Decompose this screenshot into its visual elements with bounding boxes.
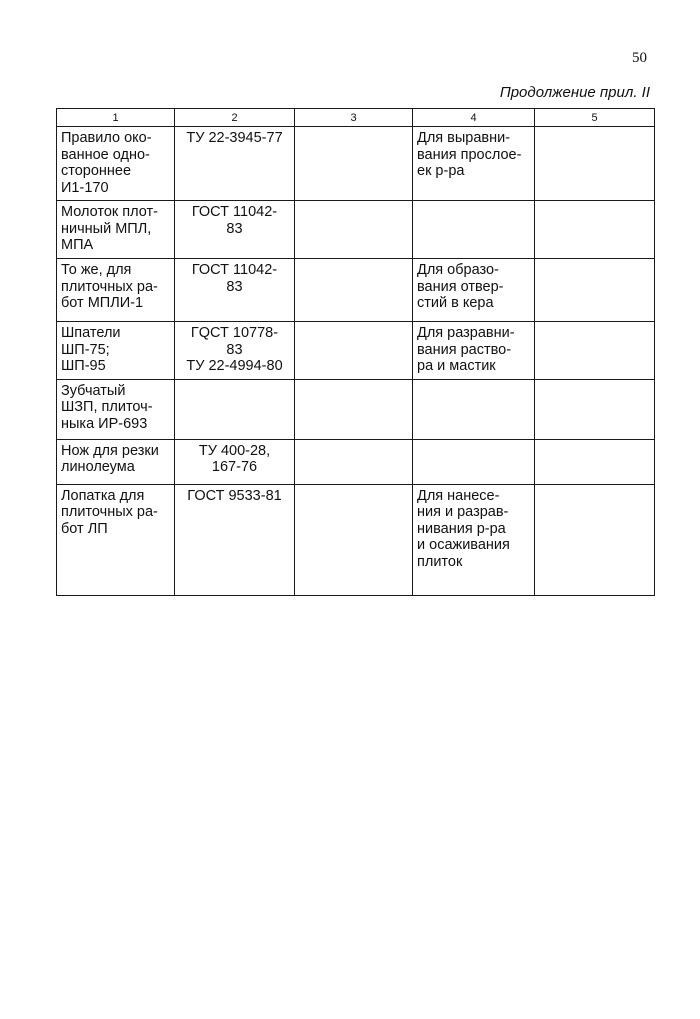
tool-name-cell: Нож для резки линолеума xyxy=(57,439,175,484)
standard-cell: ТУ 400-28, 167-76 xyxy=(175,439,295,484)
tool-name-cell: Лопатка для плиточных ра- бот ЛП xyxy=(57,484,175,595)
table-row xyxy=(57,127,655,201)
column-5-cell xyxy=(535,484,655,595)
table-row xyxy=(57,439,655,484)
standard-cell xyxy=(175,379,295,439)
header-cell-3: 3 xyxy=(295,109,413,127)
column-5-cell xyxy=(535,127,655,201)
column-3-cell xyxy=(295,127,413,201)
header-row xyxy=(57,109,655,127)
column-5-cell xyxy=(535,259,655,322)
header-cell-2: 2 xyxy=(175,109,295,127)
column-5-cell xyxy=(535,379,655,439)
column-5-cell xyxy=(535,201,655,259)
table-row xyxy=(57,484,655,595)
table-row xyxy=(57,201,655,259)
purpose-cell xyxy=(413,439,535,484)
table-row xyxy=(57,259,655,322)
continuation-caption: Продолжение прил. II xyxy=(499,84,650,101)
table-row xyxy=(57,379,655,439)
tool-name-cell: Шпатели ШП-75; ШП-95 xyxy=(57,322,175,380)
table-row xyxy=(57,322,655,380)
header-cell-1: 1 xyxy=(57,109,175,127)
purpose-cell: Для образо- вания отвер- стий в кера xyxy=(413,259,535,322)
column-3-cell xyxy=(295,322,413,380)
standard-cell: ГQСТ 10778- 83 ТУ 22-4994-80 xyxy=(175,322,295,380)
column-3-cell xyxy=(295,439,413,484)
column-3-cell xyxy=(295,259,413,322)
standard-cell: ГОСТ 11042- 83 xyxy=(175,201,295,259)
standard-cell: ТУ 22-3945-77 xyxy=(175,127,295,201)
column-5-cell xyxy=(535,322,655,380)
header-cell-5: 5 xyxy=(535,109,655,127)
header-cell-4: 4 xyxy=(413,109,535,127)
tool-name-cell: Молоток плот- ничный МПЛ, МПА xyxy=(57,201,175,259)
purpose-cell: Для разравни- вания раство- ра и мастик xyxy=(413,322,535,380)
page-number: 50 xyxy=(632,50,647,66)
tool-name-cell: Правило око- ванное одно- стороннее И1-170 xyxy=(57,127,175,201)
purpose-cell: Для нанесе- ния и разрав- нивания р-ра и осаживания плиток xyxy=(413,484,535,595)
standard-cell: ГОСТ 9533-81 xyxy=(175,484,295,595)
purpose-cell xyxy=(413,379,535,439)
specification-table xyxy=(56,108,655,596)
tool-name-cell: Зубчатый ШЗП, плиточ- ныка ИР-693 xyxy=(57,379,175,439)
tool-name-cell: То же, для плиточных ра- бот МПЛИ-1 xyxy=(57,259,175,322)
column-3-cell xyxy=(295,484,413,595)
purpose-cell: Для выравни- вания прослое- ек р-ра xyxy=(413,127,535,201)
standard-cell: ГОСТ 11042- 83 xyxy=(175,259,295,322)
column-3-cell xyxy=(295,379,413,439)
column-3-cell xyxy=(295,201,413,259)
column-5-cell xyxy=(535,439,655,484)
purpose-cell xyxy=(413,201,535,259)
